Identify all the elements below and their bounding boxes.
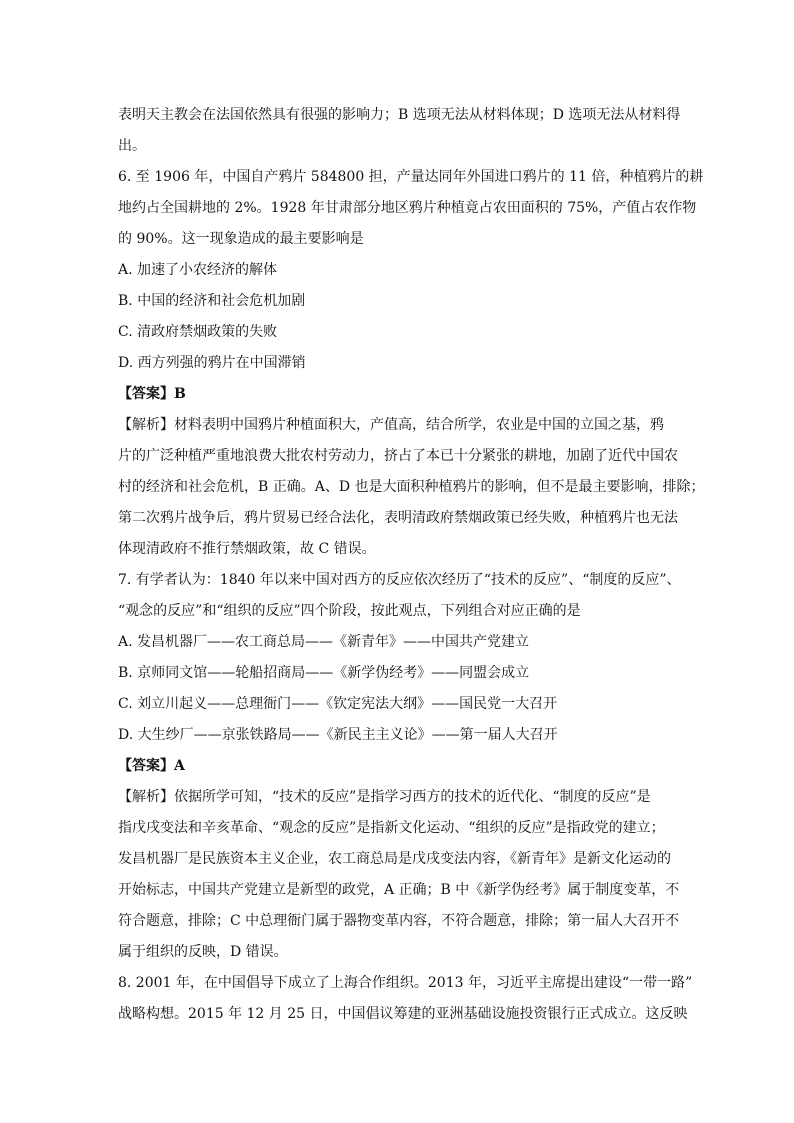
question-6-analysis-line-2: 片的广泛种植严重地浪费大批农村劳动力，挤占了本已十分紧张的耕地，加剧了近代中国农 — [118, 448, 678, 464]
question-6-answer: 【答案】B — [118, 386, 186, 402]
question-6-line-2: 地约占全国耕地的 2%。1928 年甘肃部分地区鸦片种植竟占农田面积的 75%，产值占农作物 — [118, 200, 697, 216]
question-7-option-b: B. 京师同文馆——轮船招商局——《新学伪经考》——同盟会成立 — [118, 665, 530, 681]
question-7-line-2: “观念的反应”和“组织的反应”四个阶段，按此观点，下列组合对应正确的是 — [118, 603, 581, 619]
question-6-analysis-line-1: 【解析】材料表明中国鸦片种植面积大，产值高，结合所学，农业是中国的立国之基，鸦 — [118, 417, 664, 433]
question-7-line-1: 7. 有学者认为：1840 年以来中国对西方的反应依次经历了“技术的反应”、“制度的反应”、 — [118, 572, 681, 588]
question-7-analysis-line-3: 发昌机器厂是民族资本主义企业，农工商总局是戊戌变法内容，《新青年》是新文化运动的 — [118, 851, 671, 867]
text-line-2: 出。 — [118, 138, 146, 154]
question-8-line-1: 8. 2001 年，在中国倡导下成立了上海合作组织。2013 年，习近平主席提出建设“一带一路” — [118, 975, 693, 991]
question-6-option-d: D. 西方列强的鸦片在中国滞销 — [118, 355, 306, 371]
question-6-analysis-line-4: 第二次鸦片战争后，鸦片贸易已经合法化，表明清政府禁烟政策已经失败，种植鸦片也无法 — [118, 510, 678, 526]
question-6-line-3: 的 90%。这一现象造成的最主要影响是 — [118, 231, 364, 247]
question-6-analysis-line-5: 体现清政府不推行禁烟政策，故 C 错误。 — [118, 541, 376, 557]
question-7-analysis-line-4: 开始标志，中国共产党建立是新型的政党，A 正确；B 中《新学伪经考》属于制度变革，不 — [118, 882, 680, 898]
text-line-1: 表明天主教会在法国依然具有很强的影响力；B 选项无法从材料体现；D 选项无法从材料得 — [118, 107, 681, 123]
question-7-analysis-line-2: 指戊戌变法和辛亥革命、“观念的反应”是指新文化运动、“组织的反应”是指政党的建立； — [118, 820, 665, 836]
question-7-option-c: C. 刘立川起义——总理衙门——《钦定宪法大纲》——国民党一大召开 — [118, 696, 558, 712]
question-6-line-1: 6. 至 1906 年，中国自产鸦片 584800 担，产量达同年外国进口鸦片的 11 倍，种植鸦片的耕 — [118, 169, 704, 185]
question-7-option-d: D. 大生纱厂——京张铁路局——《新民主主义论》——第一届人大召开 — [118, 727, 558, 743]
question-7-answer: 【答案】A — [118, 758, 185, 774]
question-6-analysis-line-3: 村的经济和社会危机，B 正确。A、D 也是大面积种植鸦片的影响，但不是最主要影响，排除； — [118, 479, 705, 495]
question-8-line-2: 战略构想。2015 年 12 月 25 日，中国倡议筹建的亚洲基础设施投资银行正式成立。这反映 — [118, 1006, 688, 1022]
question-6-option-a: A. 加速了小农经济的解体 — [118, 262, 278, 278]
question-7-analysis-line-5: 符合题意，排除；C 中总理衙门属于器物变革内容，不符合题意，排除；第一届人大召开不 — [118, 913, 680, 929]
question-6-option-c: C. 清政府禁烟政策的失败 — [118, 324, 278, 340]
document-body — [118, 100, 705, 1030]
question-6-option-b: B. 中国的经济和社会危机加剧 — [118, 293, 306, 309]
question-7-option-a: A. 发昌机器厂——农工商总局——《新青年》——中国共产党建立 — [118, 634, 530, 650]
question-7-analysis-line-6: 属于组织的反映，D 错误。 — [118, 944, 288, 960]
question-7-analysis-line-1: 【解析】依据所学可知，“技术的反应”是指学习西方的技术的近代化、“制度的反应”是 — [118, 789, 651, 805]
